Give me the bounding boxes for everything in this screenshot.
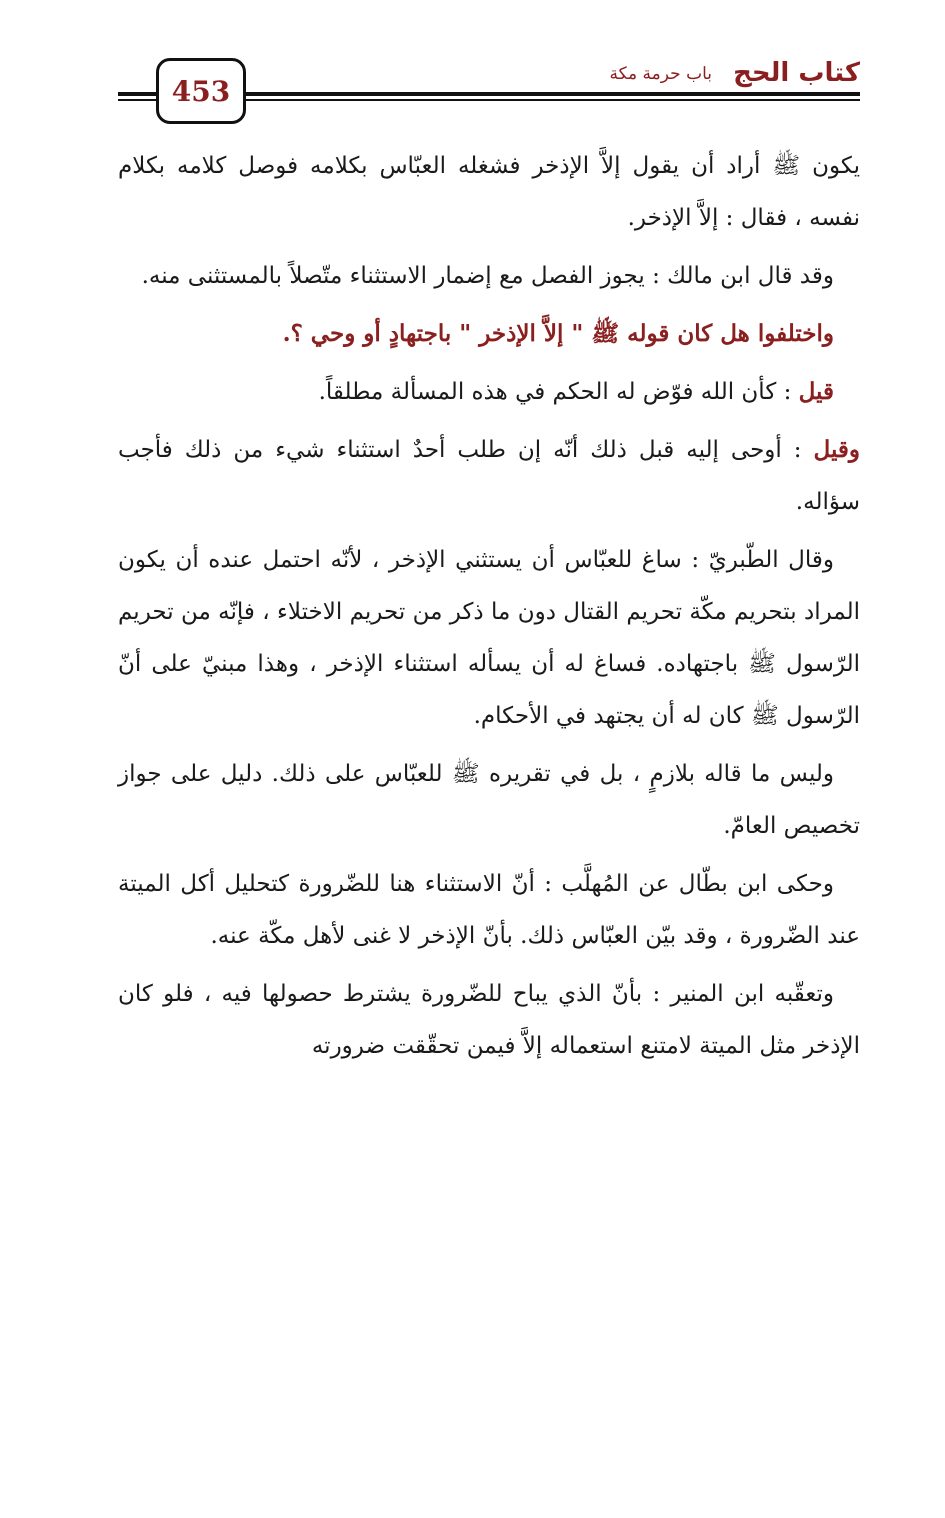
paragraph-text: : كأن الله فوّض له الحكم في هذه المسألة مطلقاً. [318, 379, 799, 405]
paragraph-text: يكون ﷺ أراد أن يقول إلاَّ الإذخر فشغله العبّاس بكلامه فوصل كلامه بكلام نفسه ، فقال : إلاَّ الإذخر. [118, 153, 860, 231]
paragraph-text: وقد قال ابن مالك : يجوز الفصل مع إضمار الاستثناء متّصلاً بالمستثنى منه. [141, 263, 834, 289]
book-title: كتاب الحج [733, 58, 860, 88]
opinion-label: قيل [798, 378, 834, 405]
paragraph-text: وقال الطّبريّ : ساغ للعبّاس أن يستثني الإذخر ، لأنّه احتمل عنده أن يكون المراد بتحريم مكّة تحريم القتال دون ما ذكر من تحريم الاختلاء ، فإنّه من تحريم الرّسول ﷺ باجتهاده. فساغ له أن يسأله استثناء الإذخر ، وهذا مبنيّ على أنّ الرّسول ﷺ كان له أن يجتهد في الأحكام. [118, 547, 860, 729]
chapter-title: باب حرمة مكة [609, 64, 712, 84]
page-header [118, 48, 860, 128]
page-number: 453 [171, 74, 231, 108]
paragraph-2 [118, 250, 860, 302]
question-heading: واختلفوا هل كان قوله ﷺ " إلاَّ الإذخر " باجتهادٍ أو وحي ؟. [282, 320, 834, 347]
paragraph-6 [118, 534, 860, 742]
paragraph-text: : أوحى إليه قبل ذلك أنّه إن طلب أحدٌ استثناء شيء من ذلك فأجب سؤاله. [118, 437, 860, 515]
paragraph-7 [118, 748, 860, 852]
page-number-box [156, 58, 246, 124]
paragraph-question [118, 308, 860, 360]
opinion-label: وقيل [813, 436, 860, 463]
paragraph-9 [118, 968, 860, 1072]
paragraph-opinion-2 [118, 424, 860, 528]
paragraph-text: وحكى ابن بطّال عن المُهلَّب : أنّ الاستثناء هنا للضّرورة كتحليل أكل الميتة عند الضّرورة ، وقد بيّن العبّاس ذلك. بأنّ الإذخر لا غنى لأهل مكّة عنه. [118, 871, 860, 949]
paragraph-1 [118, 140, 860, 244]
paragraph-text: وتعقّبه ابن المنير : بأنّ الذي يباح للضّرورة يشترط حصولها فيه ، فلو كان الإذخر مثل الميتة لامتنع استعماله إلاَّ فيمن تحقّقت ضرورته [118, 981, 860, 1059]
paragraph-8 [118, 858, 860, 962]
page-body [118, 140, 860, 1078]
paragraph-text: وليس ما قاله بلازمٍ ، بل في تقريره ﷺ للعبّاس على ذلك. دليل على جواز تخصيص العامّ. [118, 761, 860, 839]
paragraph-opinion-1 [118, 366, 860, 418]
